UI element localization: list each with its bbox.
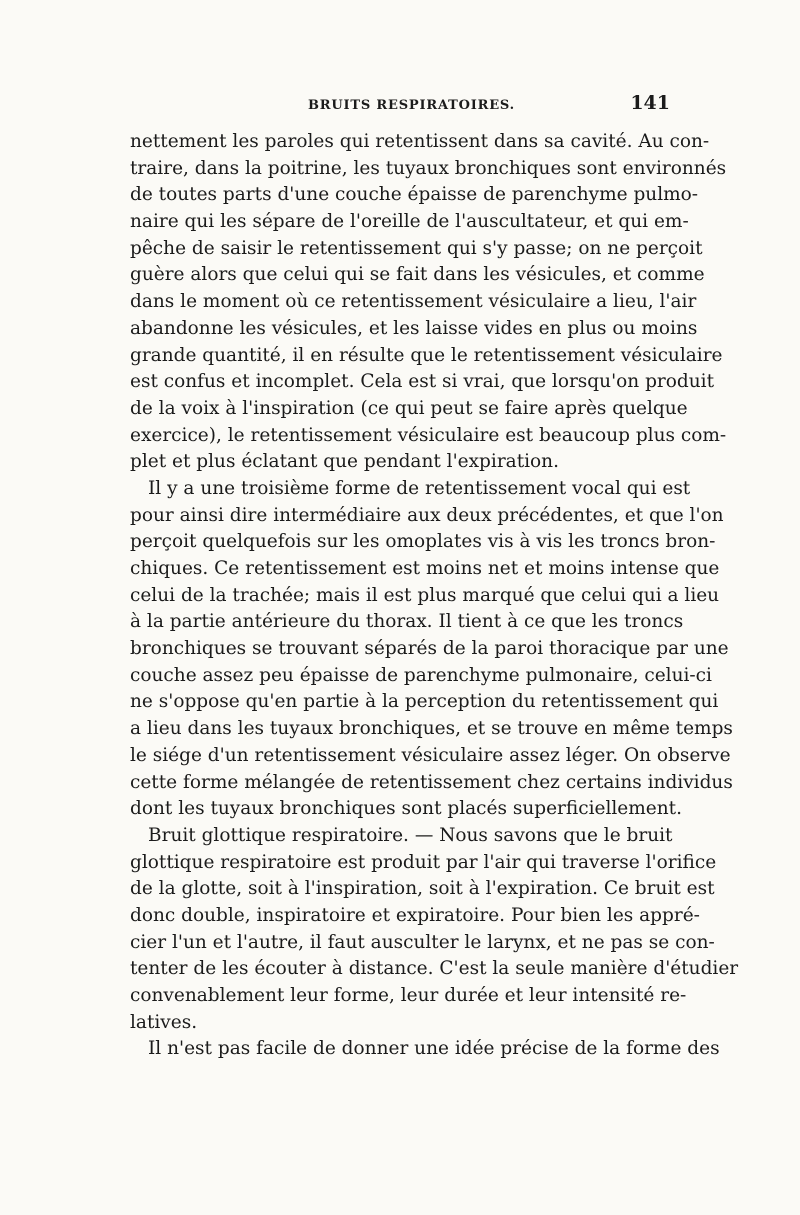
text-line: naire qui les sépare de l'oreille de l'auscultateur, et qui em- <box>130 211 689 233</box>
text-line-paragraph-start: Il y a une troisième forme de retentissement vocal qui est <box>148 477 691 499</box>
text-line: de la voix à l'inspiration (ce qui peut se faire après quelque <box>130 397 688 419</box>
page-number: 141 <box>630 92 670 114</box>
text-line: celui de la trachée; mais il est plus marqué que celui qui a lieu <box>130 584 720 606</box>
text-line: tenter de les écouter à distance. C'est la seule manière d'étudier <box>130 958 739 980</box>
text-line: le siége d'un retentissement vésiculaire assez léger. On observe <box>130 744 731 766</box>
running-header <box>130 92 670 122</box>
running-title: BRUITS RESPIRATOIRES. <box>308 98 515 113</box>
text-line: cette forme mélangée de retentissement chez certains individus <box>130 771 733 793</box>
text-line-paragraph-end: dont les tuyaux bronchiques sont placés superficiellement. <box>130 798 682 820</box>
text-line: pour ainsi dire intermédiaire aux deux précédentes, et que l'on <box>130 504 724 526</box>
text-line: de toutes parts d'une couche épaisse de parenchyme pulmo- <box>130 184 699 206</box>
text-line: chiques. Ce retentissement est moins net et moins intense que <box>130 558 720 579</box>
text-line: couche assez peu épaisse de parenchyme pulmonaire, celui-ci <box>130 664 712 686</box>
text-line: exercice), le retentissement vésiculaire est beaucoup plus com- <box>130 424 727 446</box>
text-line: à la partie antérieure du thorax. Il tient à ce que les troncs <box>130 611 684 633</box>
text-line: est confus et incomplet. Cela est si vrai, que lorsqu'on produit <box>130 371 715 393</box>
text-line: donc double, inspiratoire et expiratoire. Pour bien les appré- <box>130 904 700 926</box>
text-line: perçoit quelquefois sur les omoplates vis à vis les troncs bron- <box>130 531 716 553</box>
text-line: nettement les paroles qui retentissent dans sa cavité. Au con- <box>130 131 710 152</box>
text-line: cier l'un et l'autre, il faut ausculter le larynx, et ne pas se con- <box>130 931 715 953</box>
text-line: bronchiques se trouvant séparés de la paroi thoracique par une <box>130 638 729 660</box>
text-line-paragraph-end: latives. <box>130 1011 198 1033</box>
text-line: grande quantité, il en résulte que le retentissement vésiculaire <box>130 344 723 366</box>
text-line: de la glotte, soit à l'inspiration, soit à l'expiration. Ce bruit est <box>130 878 715 900</box>
text-line: glottique respiratoire est produit par l'air qui traverse l'orifice <box>130 851 717 873</box>
text-line: pêche de saisir le retentissement qui s'y passe; on ne perçoit <box>130 237 703 259</box>
body-text <box>130 129 739 1063</box>
text-line: abandonne les vésicules, et les laisse vides en plus ou moins <box>130 317 698 339</box>
text-line: convenablement leur forme, leur durée et leur intensité re- <box>130 985 687 1006</box>
text-line-section-start: Bruit glottique respiratoire. — Nous savons que le bruit <box>148 824 673 846</box>
text-line: guère alors que celui qui se fait dans les vésicules, et comme <box>130 264 705 286</box>
text-line-paragraph-start: Il n'est pas facile de donner une idée précise de la forme des <box>148 1038 720 1060</box>
text-line: traire, dans la poitrine, les tuyaux bronchiques sont environnés <box>130 157 727 179</box>
text-line: a lieu dans les tuyaux bronchiques, et se trouve en même temps <box>130 718 733 740</box>
text-line-paragraph-end: plet et plus éclatant que pendant l'expiration. <box>130 451 559 473</box>
text-line: dans le moment où ce retentissement vésiculaire a lieu, l'air <box>130 291 697 313</box>
text-line: ne s'oppose qu'en partie à la perception du retentissement qui <box>130 691 719 713</box>
